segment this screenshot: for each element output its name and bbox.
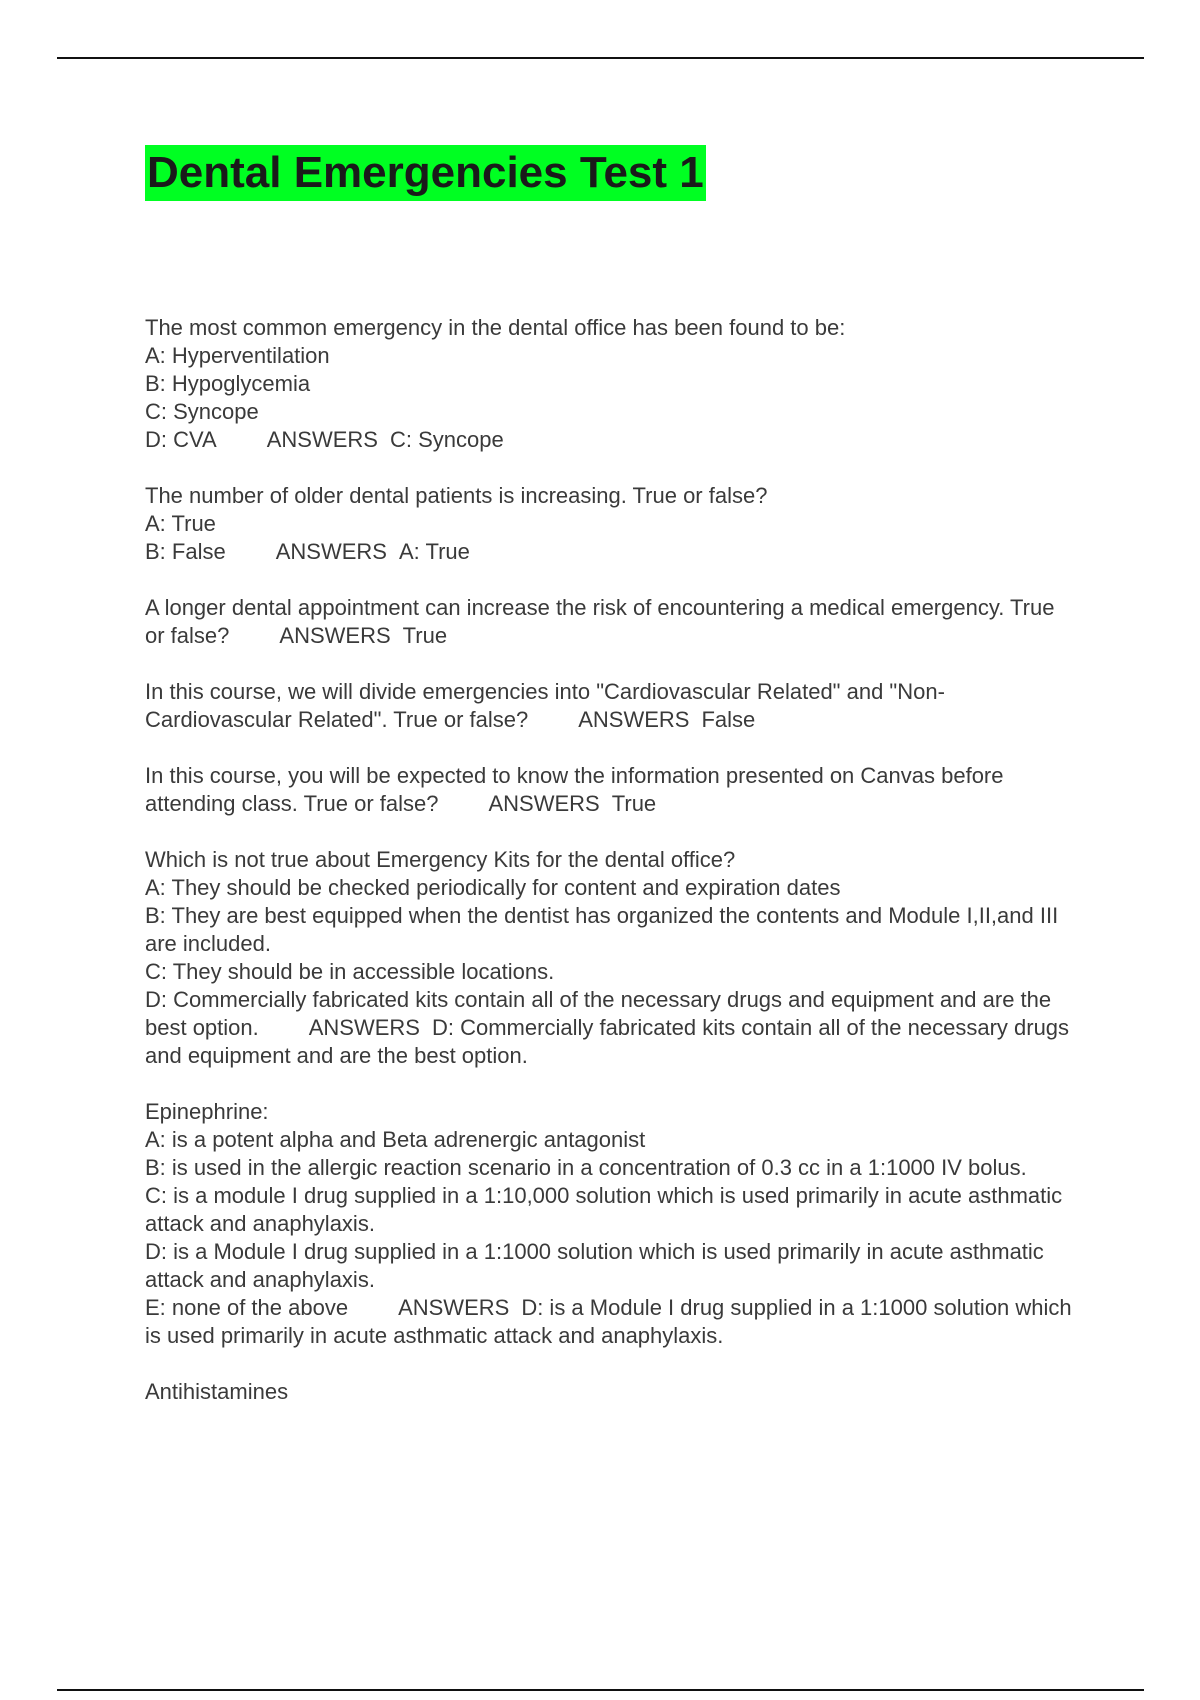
- question-block: [145, 314, 1075, 454]
- question-block: [145, 678, 1075, 734]
- line-text: D: CVA: [145, 427, 217, 452]
- question-text: [145, 1098, 1075, 1126]
- line-text: C: Syncope: [145, 399, 259, 424]
- question-line: [145, 1294, 1078, 1350]
- bottom-rule: [57, 1689, 1144, 1691]
- question-block: [145, 482, 1075, 566]
- question-block: [145, 594, 1075, 650]
- line-text: C: is a module I drug supplied in a 1:10,000 solution which is used primarily in acute asthmatic attack and anaphylaxis.: [145, 1183, 1069, 1236]
- line-text: Antihistamines: [145, 1379, 289, 1404]
- line-text: B: is used in the allergic reaction scenario in a concentration of 0.3 cc in a 1:1000 IV bolus.: [145, 1155, 1027, 1180]
- line-text: C: They should be in accessible locations.: [145, 959, 555, 984]
- document-body: [145, 145, 1078, 1434]
- line-text: In this course, you will be expected to know the information presented on Canvas before attending class. True or false?: [145, 763, 1010, 816]
- answers-label: ANSWERS: [275, 539, 387, 564]
- question-line: [145, 1154, 1075, 1182]
- question-text: [145, 594, 1075, 650]
- answers-label: ANSWERS: [398, 1295, 510, 1320]
- line-text: A: They should be checked periodically for content and expiration dates: [145, 875, 841, 900]
- question-line: [145, 370, 1075, 398]
- question-block: [145, 1378, 1075, 1406]
- answer-text: True: [402, 623, 448, 648]
- answer-text: A: True: [398, 539, 470, 564]
- question-line: [145, 902, 1075, 958]
- answers-label: ANSWERS: [308, 1015, 420, 1040]
- answers-label: ANSWERS: [578, 707, 690, 732]
- answer-text: False: [701, 707, 756, 732]
- line-text: B: Hypoglycemia: [145, 371, 311, 396]
- answer-text: C: Syncope: [389, 427, 504, 452]
- question-line: [145, 986, 1075, 1070]
- question-list: [145, 314, 1078, 1406]
- question-line: [145, 1238, 1075, 1294]
- line-text: A: is a potent alpha and Beta adrenergic antagonist: [145, 1127, 646, 1152]
- question-text: [145, 678, 1075, 734]
- line-text: Which is not true about Emergency Kits for the dental office?: [145, 847, 736, 872]
- question-line: [145, 958, 1075, 986]
- question-text: [145, 762, 1075, 818]
- question-line: [145, 342, 1075, 370]
- question-line: [145, 398, 1075, 426]
- answer-text: D: is a Module I drug supplied in a 1:1000 solution which is used primarily in acute asthmatic attack and anaphylaxis.: [145, 1295, 1078, 1348]
- line-text: D: is a Module I drug supplied in a 1:1000 solution which is used primarily in acute asthmatic attack and anaphylaxis.: [145, 1239, 1050, 1292]
- line-text: The number of older dental patients is increasing. True or false?: [145, 483, 768, 508]
- line-text: A: True: [145, 511, 216, 536]
- answer-text: D: Commercially fabricated kits contain all of the necessary drugs and equipment and are the best option.: [145, 1015, 1076, 1068]
- line-text: B: They are best equipped when the dentist has organized the contents and Module I,II,and III are included.: [145, 903, 1065, 956]
- question-block: [145, 762, 1075, 818]
- question-line: [145, 538, 1075, 566]
- line-text: D: Commercially fabricated kits contain all of the necessary drugs and equipment and are the best option.: [145, 987, 1058, 1040]
- question-line: [145, 1126, 1075, 1154]
- question-line: [145, 1182, 1075, 1238]
- question-line: [145, 874, 1075, 902]
- line-text: Epinephrine:: [145, 1099, 269, 1124]
- line-text: The most common emergency in the dental office has been found to be:: [145, 315, 846, 340]
- answers-label: ANSWERS: [266, 427, 378, 452]
- answer-text: True: [611, 791, 657, 816]
- top-rule: [57, 57, 1144, 59]
- question-block: [145, 1098, 1078, 1350]
- question-line: [145, 426, 1075, 454]
- question-text: [145, 846, 1075, 874]
- document-title: Dental Emergencies Test 1: [145, 145, 706, 201]
- question-text: [145, 482, 1075, 510]
- question-line: [145, 510, 1075, 538]
- line-text: In this course, we will divide emergencies into "Cardiovascular Related" and "Non-Cardiovascular Related". True or false?: [145, 679, 945, 732]
- line-text: B: False: [145, 539, 226, 564]
- question-block: [145, 846, 1075, 1070]
- question-text: [145, 1378, 1075, 1406]
- question-text: [145, 314, 1075, 342]
- answers-label: ANSWERS: [488, 791, 600, 816]
- line-text: A: Hyperventilation: [145, 343, 330, 368]
- line-text: E: none of the above: [145, 1295, 349, 1320]
- line-text: A longer dental appointment can increase the risk of encountering a medical emergency. True or false?: [145, 595, 1061, 648]
- answers-label: ANSWERS: [279, 623, 391, 648]
